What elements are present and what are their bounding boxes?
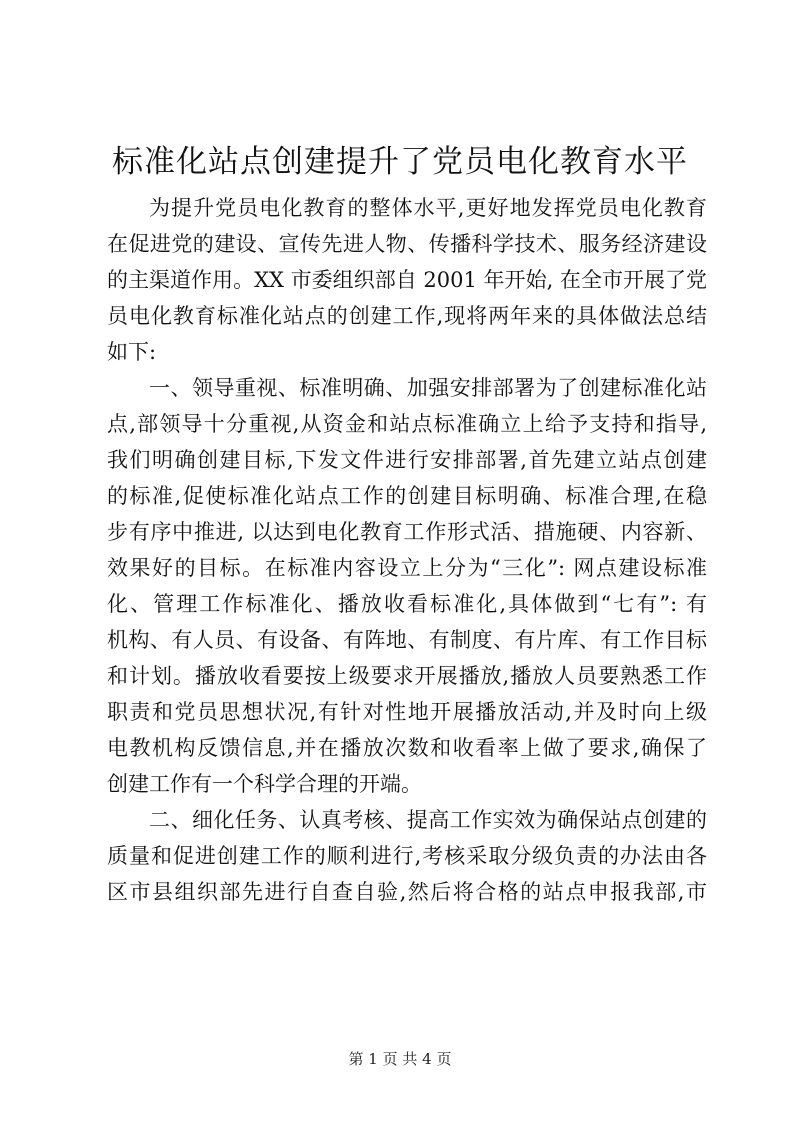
text-line: 和计划。播放收看要按上级要求开展播放,播放人员要熟悉工作 bbox=[107, 664, 707, 688]
text-line: 一、领导重视、标准明确、加强安排部署为了创建标准化站 bbox=[149, 376, 707, 400]
text-line: 为提升党员电化教育的整体水平,更好地发挥党员电化教育 bbox=[149, 196, 707, 220]
text-line: 我们明确创建目标,下发文件进行安排部署,首先建立站点创建 bbox=[107, 448, 707, 472]
text-line: 二、细化任务、认真考核、提高工作实效为确保站点创建的 bbox=[149, 808, 707, 832]
text-line: 机构、有人员、有设备、有阵地、有制度、有片库、有工作目标 bbox=[107, 628, 707, 652]
page-number-footer: 第 1 页 共 4 页 bbox=[348, 1050, 452, 1068]
text-line: 化、管理工作标准化、播放收看标准化,具体做到“七有”: 有 bbox=[107, 592, 707, 616]
text-line: 步有序中推进, 以达到电化教育工作形式活、措施硬、内容新、 bbox=[107, 520, 707, 544]
text-line: 在促进党的建设、宣传先进人物、传播科学技术、服务经济建设 bbox=[107, 232, 707, 256]
document-title: 标准化站点创建提升了党员电化教育水平 bbox=[112, 144, 688, 180]
text-line: 的标准,促使标准化站点工作的创建目标明确、标准合理,在稳 bbox=[107, 484, 707, 508]
text-line: 点,部领导十分重视,从资金和站点标准确立上给予支持和指导, bbox=[107, 412, 707, 436]
document-body bbox=[107, 190, 707, 910]
text-line: 质量和促进创建工作的顺利进行,考核采取分级负责的办法由各 bbox=[107, 844, 707, 868]
paragraph-intro bbox=[107, 190, 707, 370]
text-line: 创建工作有一个科学合理的开端。 bbox=[107, 772, 422, 796]
paragraph-section-1 bbox=[107, 370, 707, 802]
text-line: 区市县组织部先进行自查自验,然后将合格的站点申报我部,市 bbox=[107, 880, 707, 904]
text-line: 员电化教育标准化站点的创建工作,现将两年来的具体做法总结 bbox=[107, 304, 707, 328]
text-line: 电教机构反馈信息,并在播放次数和收看率上做了要求,确保了 bbox=[107, 736, 707, 760]
paragraph-section-2 bbox=[107, 802, 707, 910]
text-line: 如下: bbox=[107, 340, 157, 364]
text-line: 效果好的目标。在标准内容设立上分为“三化”: 网点建设标准 bbox=[107, 556, 707, 580]
text-line: 的主渠道作用。XX 市委组织部自 2001 年开始, 在全市开展了党 bbox=[107, 268, 707, 292]
text-line: 职责和党员思想状况,有针对性地开展播放活动,并及时向上级 bbox=[107, 700, 707, 724]
